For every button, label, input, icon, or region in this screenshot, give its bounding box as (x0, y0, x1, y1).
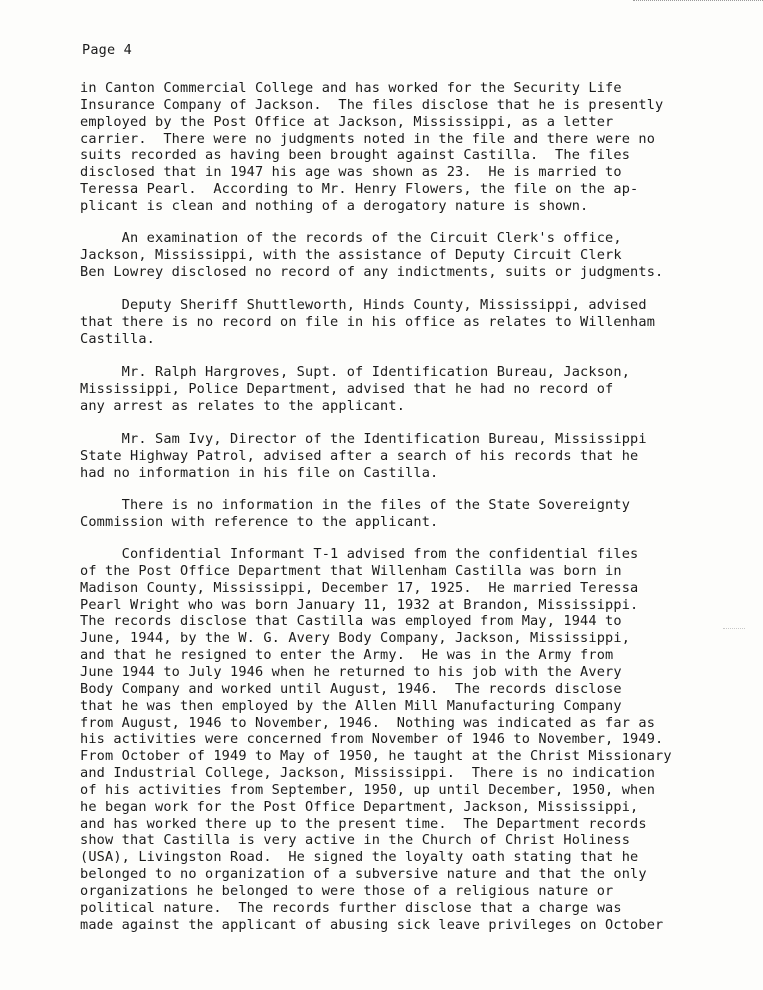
text-line: that he was then employed by the Allen Mill Manufacturing Company (80, 697, 622, 714)
text-line: June, 1944, by the W. G. Avery Body Company, Jackson, Mississippi, (80, 630, 631, 647)
text-line: June 1944 to July 1946 when he returned to his job with the Avery (80, 663, 622, 680)
text-line: Mississippi, Police Department, advised that he had no record of (80, 380, 614, 397)
text-line: Insurance Company of Jackson. The files disclose that he is presently (80, 96, 664, 113)
text-line: Ben Lowrey disclosed no record of any indictments, suits or judgments. (80, 263, 664, 280)
text-line: Teressa Pearl. According to Mr. Henry Flowers, the file on the ap- (80, 181, 639, 198)
text-line: Confidential Informant T-1 advised from the confidential files (80, 546, 639, 562)
text-line: disclosed that in 1947 his age was shown as 23. He is married to (80, 164, 622, 181)
text-line: Commission with reference to the applicant. (80, 513, 439, 530)
text-line: Mr. Ralph Hargroves, Supt. of Identification Bureau, Jackson, (80, 364, 631, 380)
text-line: in Canton Commercial College and has worked for the Security Life (80, 80, 622, 96)
text-line: any arrest as relates to the applicant. (80, 397, 406, 414)
text-line: Madison County, Mississippi, December 17, 1925. He married Teressa (80, 579, 639, 596)
text-line: of the Post Office Department that Willenham Castilla was born in (80, 562, 622, 579)
text-line: show that Castilla is very active in the Church of Christ Holiness (80, 832, 631, 849)
text-line: of his activities from September, 1950, up until December, 1950, when (80, 781, 656, 798)
text-line: (USA), Livingston Road. He signed the loyalty oath stating that he (80, 849, 639, 866)
text-line: From October of 1949 to May of 1950, he taught at the Christ Missionary (80, 748, 672, 765)
text-line: There is no information in the files of the State Sovereignty (80, 497, 631, 513)
text-line: carrier. There were no judgments noted in the file and there were no (80, 130, 656, 147)
scan-speck (723, 628, 745, 633)
text-line: organizations he belonged to were those of a religious nature or (80, 883, 614, 899)
text-line: employed by the Post Office at Jackson, Mississippi, as a letter (80, 113, 614, 130)
text-line: Deputy Sheriff Shuttleworth, Hinds County, Mississippi, advised (80, 297, 647, 313)
text-line: suits recorded as having been brought against Castilla. The files (80, 147, 631, 164)
text-line: from August, 1946 to November, 1946. Nothing was indicated as far as (80, 714, 656, 731)
text-line: and has worked there up to the present time. The Department records (80, 815, 647, 832)
text-line: that there is no record on file in his office as relates to Willenham (80, 313, 656, 330)
text-line: made against the applicant of abusing sick leave privileges on October (80, 916, 664, 933)
text-line: his activities were concerned from November of 1946 to November, 1949. (80, 731, 664, 748)
page-number: Page 4 (82, 42, 132, 58)
text-line: State Highway Patrol, advised after a search of his records that he (80, 447, 639, 464)
text-line: Jackson, Mississippi, with the assistance of Deputy Circuit Clerk (80, 246, 622, 263)
text-line: Castilla. (80, 330, 156, 347)
text-line: and that he resigned to enter the Army. He was in the Army from (80, 647, 614, 664)
text-line: political nature. The records further disclose that a charge was (80, 899, 622, 916)
text-line: and Industrial College, Jackson, Mississippi. There is no indication (80, 765, 656, 782)
text-line: The records disclose that Castilla was employed from May, 1944 to (80, 613, 622, 630)
top-edge-dotted-rule (633, 0, 763, 1)
text-line: plicant is clean and nothing of a derogatory nature is shown. (80, 197, 589, 214)
text-line: Mr. Sam Ivy, Director of the Identification Bureau, Mississippi (80, 431, 647, 447)
text-line: An examination of the records of the Circuit Clerk's office, (80, 230, 622, 246)
text-line: belonged to no organization of a subversive nature and that the only (80, 866, 647, 883)
text-line: he began work for the Post Office Department, Jackson, Mississippi, (80, 798, 639, 815)
text-line: Body Company and worked until August, 1946. The records disclose (80, 680, 622, 697)
text-line: had no information in his file on Castilla. (80, 464, 439, 481)
text-line: Pearl Wright who was born January 11, 1932 at Brandon, Mississippi. (80, 596, 639, 613)
